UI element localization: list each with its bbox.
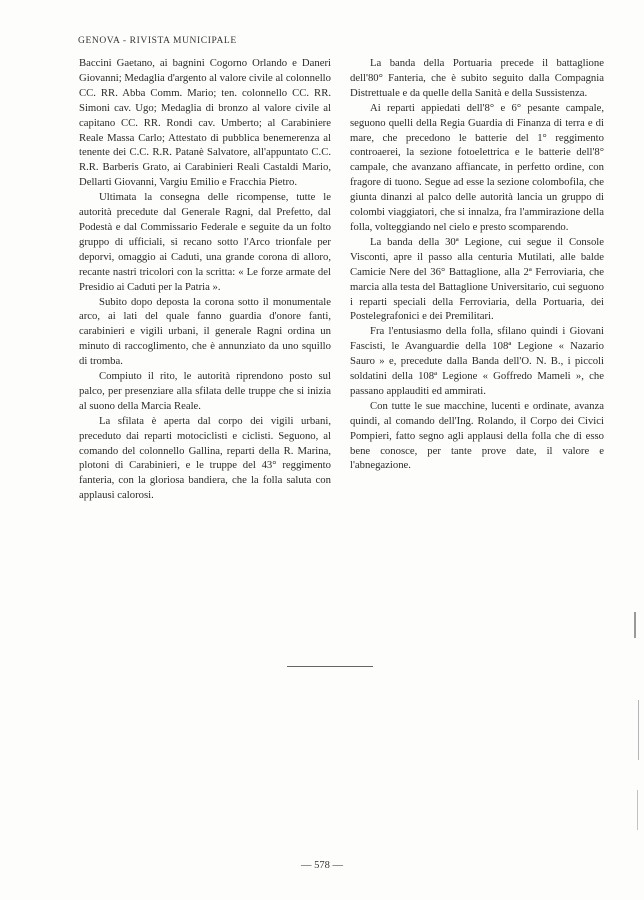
- paragraph: Ultimata la consegna delle ricompense, tutte le autorità precedute dal Generale Ragni, dal Prefetto, dal Podestà e dal Commissario Federale e seguite da un folto gruppo di ufficiali, si recano sotto l'Arco trionfale per deporvi, omaggio ai Caduti, una grande corona di alloro, recante nastri tricolori con la scritta: « Le forze armate del Presidio ai Caduti per la Patria ».: [79, 191, 331, 293]
- left-column: [79, 56, 331, 503]
- paragraph: Compiuto il rito, le autorità riprendono posto sul palco, per presenziare alla sfilata delle truppe che si inizia al suono della Marcia Reale.: [79, 370, 331, 412]
- paragraph: Fra l'entusiasmo della folla, sfilano quindi i Giovani Fascisti, le Avanguardie della 108ª Legione « Nazario Sauro » e, precedute dalla Banda dell'O. N. B., i piccoli soldatini della 108ª Legione « Goffredo Mameli », che passano applauditi ed ammirati.: [350, 325, 604, 397]
- scan-edge-mark: [638, 700, 639, 760]
- paragraph: La sfilata è aperta dal corpo dei vigili urbani, preceduto dai reparti motociclisti e ciclisti. Seguono, al comando del colonnello Gallina, reparti della R. Marina, plotoni di Carabinieri, e le truppe del 43° reggimento fanteria, con la gloriosa bandiera, che la folla saluta con applausi calorosi.: [79, 414, 331, 502]
- scan-edge-mark: [637, 790, 638, 830]
- page-number: — 578 —: [301, 860, 343, 871]
- section-divider: [287, 666, 373, 667]
- paragraph: Con tutte le sue macchine, lucenti e ordinate, avanza quindi, al comando dell'Ing. Rolando, il Corpo dei Civici Pompieri, fatto segno agli applausi della folla che di esso bene conosce, per tante prove date, il valore e l'abnegazione.: [350, 399, 604, 472]
- paragraph: Ai reparti appiedati dell'8° e 6° pesante campale, seguono quelli della Regia Guardia di Finanza di terra e di mare, che precedono le batterie del 1° reggimento controaerei, la sezione fotoelettrica e le batterie dell'8° campale, che avanzano affiancate, in perfetto ordine, con fragore di tuono. Segue ad esse la sezione colombofila, che giunta dinanzi al palco delle autorità lancia un gruppo di colombi viaggiatori, che si innalza, fra l'ammirazione della folla, volteggiando nel cielo e presto scomparendo.: [350, 101, 604, 233]
- paragraph: La banda della Portuaria precede il battaglione dell'80° Fanteria, che è subito seguito dalla Compagnia Distrettuale e da quelle della Sanità e della Sussistenza.: [350, 57, 604, 99]
- paragraph: La banda della 30ª Legione, cui segue il Console Visconti, apre il passo alla centuria Mutilati, alle balde Camicie Nere del 36° Battaglione, alla 2ª Ferroviaria, che marcia alla testa del Battaglione Universitario, cui seguono i reparti speciali della Ferroviaria, della Portuaria, dei Postelegrafonici e dei Premilitari.: [350, 235, 604, 323]
- running-head: GENOVA - RIVISTA MUNICIPALE: [78, 36, 237, 46]
- right-column: [350, 56, 604, 473]
- paragraph: Baccini Gaetano, ai bagnini Cogorno Orlando e Daneri Giovanni; Medaglia d'argento al valore civile al colonnello CC. RR. Abba Comm. Mario; ten. colonnello CC. RR. Simoni cav. Ugo; Medaglia di bronzo al valore civile al capitano CC. RR. Rondi cav. Umberto; al Carabiniere Reale Massa Carlo; Attestato di pubblica benemerenza al tenente dei C.C. R.R. Patanè Salvatore, all'appuntato C.C. R.R. Barberis Grato, ai Carabinieri Reali Castaldi Mario, Dellarti Giovanni, Vargiu Emilio e Fracchia Pietro.: [79, 57, 331, 189]
- paragraph: Subito dopo deposta la corona sotto il monumentale arco, ai lati del quale fanno guardia d'onore fanti, carabinieri e vigili urbani, il generale Ragni ordina un minuto di raccoglimento, che è annunziato da uno squillo di tromba.: [79, 295, 331, 368]
- scan-edge-mark: [634, 612, 636, 638]
